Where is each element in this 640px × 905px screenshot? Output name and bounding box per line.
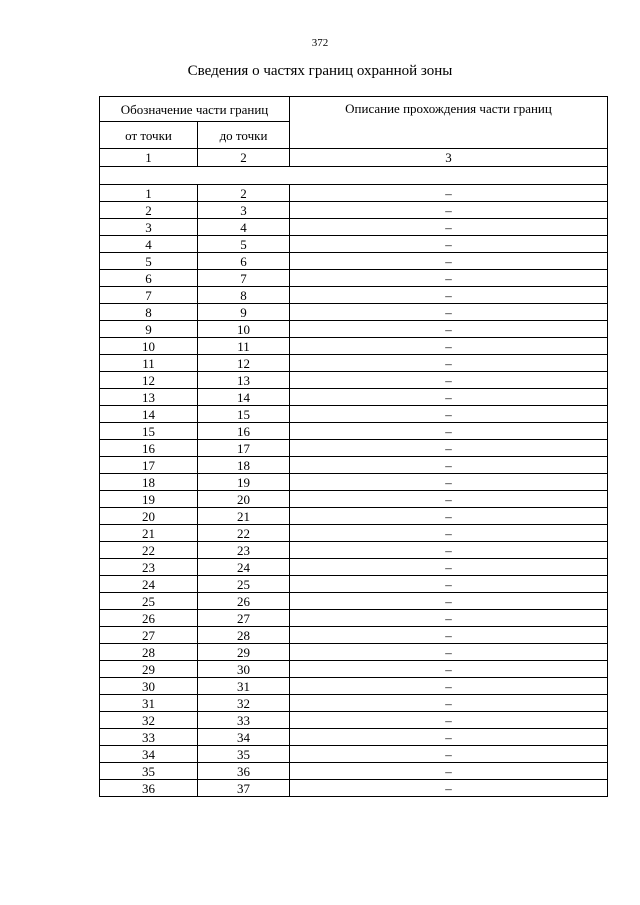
table-row — [100, 542, 608, 559]
table-row — [100, 729, 608, 746]
row-to-point: 34 — [198, 729, 290, 746]
section-spacer-cell — [100, 167, 608, 185]
row-description: – — [290, 576, 608, 593]
row-description: – — [290, 338, 608, 355]
row-from-point: 19 — [100, 491, 198, 508]
row-description: – — [290, 508, 608, 525]
row-to-point: 15 — [198, 406, 290, 423]
row-to-point: 32 — [198, 695, 290, 712]
row-description: – — [290, 389, 608, 406]
table-row — [100, 576, 608, 593]
row-to-point: 23 — [198, 542, 290, 559]
row-to-point: 28 — [198, 627, 290, 644]
table-row — [100, 440, 608, 457]
row-description: – — [290, 644, 608, 661]
column-number-row — [100, 149, 608, 167]
table-row — [100, 508, 608, 525]
row-from-point: 1 — [100, 185, 198, 202]
row-from-point: 9 — [100, 321, 198, 338]
table-row — [100, 746, 608, 763]
table-row — [100, 304, 608, 321]
row-to-point: 18 — [198, 457, 290, 474]
row-from-point: 12 — [100, 372, 198, 389]
row-description: – — [290, 559, 608, 576]
table-row — [100, 559, 608, 576]
row-to-point: 21 — [198, 508, 290, 525]
table-row — [100, 525, 608, 542]
table-row — [100, 372, 608, 389]
row-description: – — [290, 542, 608, 559]
row-description: – — [290, 423, 608, 440]
row-to-point: 5 — [198, 236, 290, 253]
row-to-point: 19 — [198, 474, 290, 491]
row-description: – — [290, 253, 608, 270]
row-from-point: 2 — [100, 202, 198, 219]
header-to-point: до точки — [198, 122, 290, 149]
row-description: – — [290, 236, 608, 253]
header-row — [100, 97, 608, 122]
page-number: 372 — [311, 37, 329, 49]
row-from-point: 36 — [100, 780, 198, 797]
table-row — [100, 185, 608, 202]
table-row — [100, 202, 608, 219]
row-to-point: 37 — [198, 780, 290, 797]
row-from-point: 33 — [100, 729, 198, 746]
table-row — [100, 695, 608, 712]
table-row — [100, 661, 608, 678]
row-to-point: 7 — [198, 270, 290, 287]
row-to-point: 6 — [198, 253, 290, 270]
row-to-point: 35 — [198, 746, 290, 763]
row-description: – — [290, 491, 608, 508]
row-to-point: 12 — [198, 355, 290, 372]
table-row — [100, 474, 608, 491]
row-to-point: 17 — [198, 440, 290, 457]
row-description: – — [290, 525, 608, 542]
row-description: – — [290, 202, 608, 219]
row-description: – — [290, 440, 608, 457]
row-from-point: 17 — [100, 457, 198, 474]
column-number-3: 3 — [290, 149, 608, 167]
row-to-point: 16 — [198, 423, 290, 440]
table-row — [100, 491, 608, 508]
row-to-point: 31 — [198, 678, 290, 695]
row-description: – — [290, 219, 608, 236]
row-from-point: 18 — [100, 474, 198, 491]
row-from-point: 21 — [100, 525, 198, 542]
row-from-point: 35 — [100, 763, 198, 780]
row-description: – — [290, 763, 608, 780]
row-to-point: 26 — [198, 593, 290, 610]
row-to-point: 2 — [198, 185, 290, 202]
row-to-point: 8 — [198, 287, 290, 304]
row-description: – — [290, 321, 608, 338]
table-row — [100, 389, 608, 406]
header-description: Описание прохождения части границ — [290, 97, 608, 149]
row-description: – — [290, 678, 608, 695]
table-row — [100, 712, 608, 729]
row-from-point: 13 — [100, 389, 198, 406]
row-from-point: 34 — [100, 746, 198, 763]
row-from-point: 16 — [100, 440, 198, 457]
column-number-2: 2 — [198, 149, 290, 167]
row-from-point: 24 — [100, 576, 198, 593]
row-from-point: 30 — [100, 678, 198, 695]
row-description: – — [290, 593, 608, 610]
row-description: – — [290, 780, 608, 797]
table-row — [100, 457, 608, 474]
document-title: Сведения о частях границ охранной зоны — [187, 63, 453, 79]
row-description: – — [290, 457, 608, 474]
row-description: – — [290, 185, 608, 202]
row-description: – — [290, 729, 608, 746]
row-description: – — [290, 661, 608, 678]
row-to-point: 36 — [198, 763, 290, 780]
table-row — [100, 236, 608, 253]
table-row — [100, 780, 608, 797]
row-to-point: 22 — [198, 525, 290, 542]
row-to-point: 9 — [198, 304, 290, 321]
row-from-point: 22 — [100, 542, 198, 559]
row-to-point: 3 — [198, 202, 290, 219]
row-to-point: 20 — [198, 491, 290, 508]
row-to-point: 14 — [198, 389, 290, 406]
row-description: – — [290, 287, 608, 304]
boundary-parts-table — [99, 96, 608, 797]
row-description: – — [290, 695, 608, 712]
row-from-point: 5 — [100, 253, 198, 270]
row-to-point: 4 — [198, 219, 290, 236]
section-spacer-row — [100, 167, 608, 185]
row-from-point: 10 — [100, 338, 198, 355]
row-to-point: 11 — [198, 338, 290, 355]
row-from-point: 8 — [100, 304, 198, 321]
row-description: – — [290, 406, 608, 423]
table-row — [100, 253, 608, 270]
table-row — [100, 627, 608, 644]
row-description: – — [290, 627, 608, 644]
row-to-point: 30 — [198, 661, 290, 678]
row-to-point: 25 — [198, 576, 290, 593]
row-from-point: 28 — [100, 644, 198, 661]
row-description: – — [290, 304, 608, 321]
row-from-point: 11 — [100, 355, 198, 372]
row-from-point: 20 — [100, 508, 198, 525]
row-from-point: 7 — [100, 287, 198, 304]
table-row — [100, 219, 608, 236]
row-from-point: 6 — [100, 270, 198, 287]
header-designation: Обозначение части границ — [100, 97, 290, 122]
row-description: – — [290, 610, 608, 627]
table-row — [100, 321, 608, 338]
row-from-point: 4 — [100, 236, 198, 253]
table-row — [100, 423, 608, 440]
row-to-point: 29 — [198, 644, 290, 661]
table-row — [100, 270, 608, 287]
row-from-point: 26 — [100, 610, 198, 627]
table-row — [100, 610, 608, 627]
row-description: – — [290, 270, 608, 287]
table-row — [100, 287, 608, 304]
table-row — [100, 593, 608, 610]
row-to-point: 24 — [198, 559, 290, 576]
row-from-point: 23 — [100, 559, 198, 576]
row-from-point: 29 — [100, 661, 198, 678]
table-row — [100, 406, 608, 423]
row-to-point: 10 — [198, 321, 290, 338]
header-from-point: от точки — [100, 122, 198, 149]
table-row — [100, 678, 608, 695]
row-description: – — [290, 372, 608, 389]
row-from-point: 27 — [100, 627, 198, 644]
row-to-point: 13 — [198, 372, 290, 389]
row-from-point: 31 — [100, 695, 198, 712]
table-row — [100, 355, 608, 372]
row-to-point: 33 — [198, 712, 290, 729]
row-from-point: 3 — [100, 219, 198, 236]
row-description: – — [290, 746, 608, 763]
row-from-point: 25 — [100, 593, 198, 610]
column-number-1: 1 — [100, 149, 198, 167]
row-to-point: 27 — [198, 610, 290, 627]
table-row — [100, 763, 608, 780]
row-from-point: 32 — [100, 712, 198, 729]
row-description: – — [290, 355, 608, 372]
table-row — [100, 644, 608, 661]
row-description: – — [290, 474, 608, 491]
row-description: – — [290, 712, 608, 729]
row-from-point: 15 — [100, 423, 198, 440]
row-from-point: 14 — [100, 406, 198, 423]
table-row — [100, 338, 608, 355]
